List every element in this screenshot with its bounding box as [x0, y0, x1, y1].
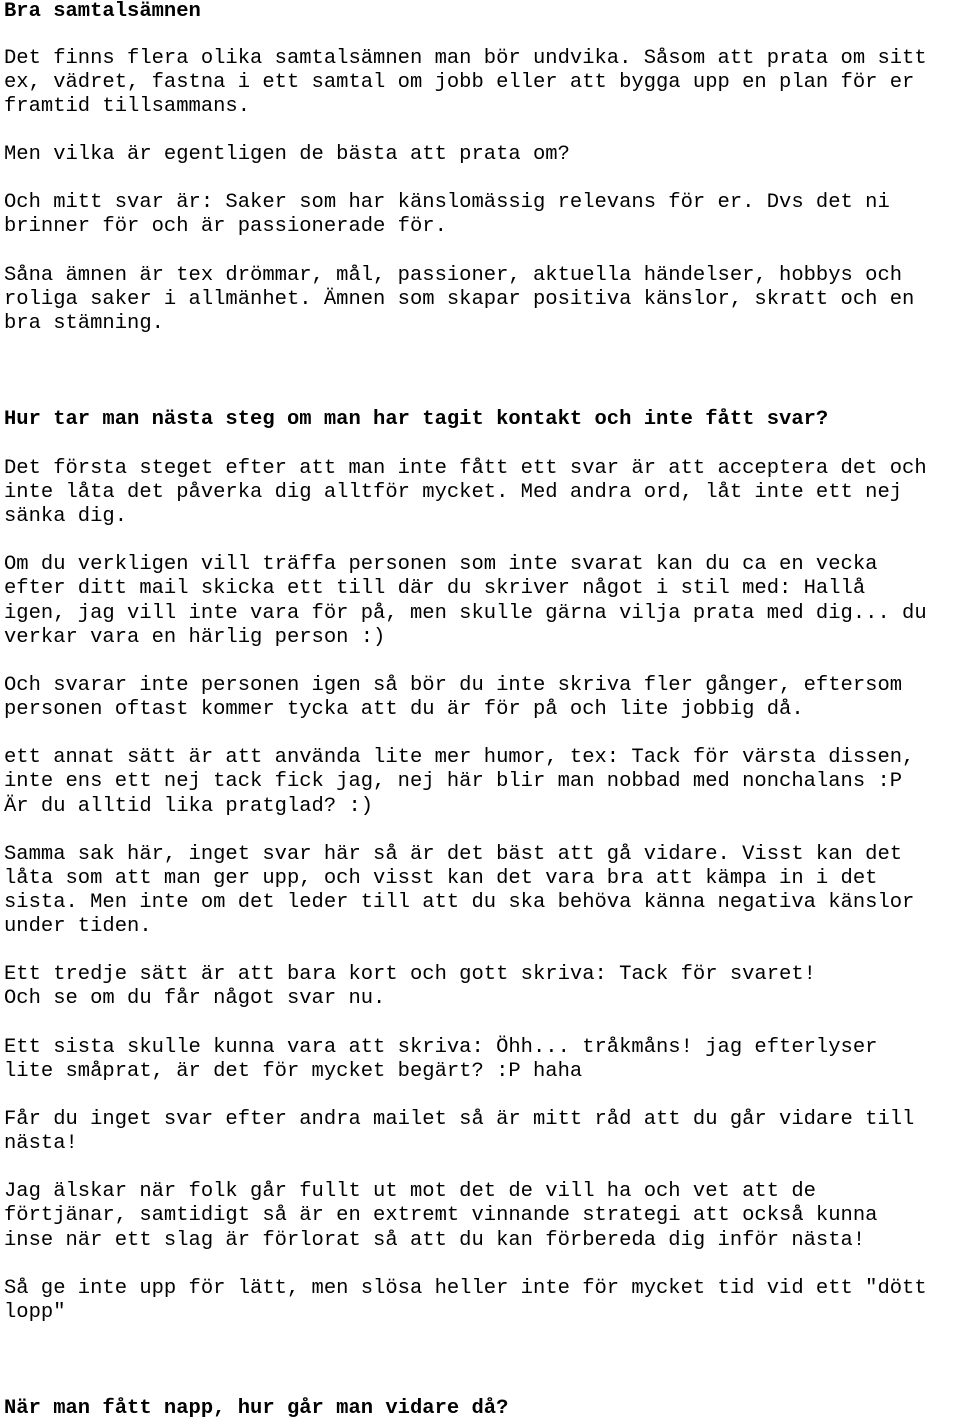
paragraph-line: Jag älskar när folk går fullt ut mot det de vill ha och vet att de	[4, 1180, 816, 1203]
paragraph-line: brinner för och är passionerade för.	[4, 215, 447, 238]
paragraph-line: Det första steget efter att man inte fått ett svar är att acceptera det och	[4, 457, 927, 480]
paragraph-line: Och svarar inte personen igen så bör du inte skriva fler gånger, eftersom	[4, 674, 903, 697]
heading-bra-samtalsamnen: Bra samtalsämnen	[4, 0, 201, 23]
paragraph-line: igen, jag vill inte vara för på, men skulle gärna vilja prata med dig... du	[4, 602, 927, 625]
paragraph-line: roliga saker i allmänhet. Ämnen som skapar positiva känslor, skratt och en	[4, 288, 915, 311]
paragraph-line: inte låta det påverka dig alltför mycket. Med andra ord, låt inte ett nej	[4, 481, 903, 504]
paragraph-line: förtjänar, samtidigt så är en extremt vinnande strategi att också kunna	[4, 1204, 878, 1227]
paragraph-line: ett annat sätt är att använda lite mer humor, tex: Tack för värsta dissen,	[4, 746, 915, 769]
paragraph-line: verkar vara en härlig person :)	[4, 626, 386, 649]
paragraph-line: personen oftast kommer tycka att du är för på och lite jobbig då.	[4, 698, 804, 721]
heading-nar-man-fatt-napp: När man fått napp, hur går man vidare då?	[4, 1397, 509, 1420]
paragraph-line: framtid tillsammans.	[4, 95, 251, 118]
paragraph-line: inse när ett slag är förlorat så att du kan förbereda dig inför nästa!	[4, 1229, 866, 1252]
paragraph-line: Så ge inte upp för lätt, men slösa heller inte för mycket tid vid ett "dött	[4, 1277, 927, 1300]
paragraph-line: lopp"	[4, 1301, 66, 1324]
paragraph-line: efter ditt mail skicka ett till där du skriver något i stil med: Hallå	[4, 577, 866, 600]
paragraph-line: nästa!	[4, 1132, 78, 1155]
paragraph-line: Är du alltid lika pratglad? :)	[4, 795, 374, 818]
paragraph-line: Och mitt svar är: Saker som har känslomässig relevans för er. Dvs det ni	[4, 191, 890, 214]
paragraph-line: Men vilka är egentligen de bästa att prata om?	[4, 143, 570, 166]
paragraph-line: Ett tredje sätt är att bara kort och gott skriva: Tack för svaret!	[4, 963, 816, 986]
paragraph-line: Såna ämnen är tex drömmar, mål, passioner, aktuella händelser, hobbys och	[4, 264, 903, 287]
paragraph-line: inte ens ett nej tack fick jag, nej här blir man nobbad med nonchalans :P	[4, 770, 903, 793]
paragraph-line: bra stämning.	[4, 312, 164, 335]
paragraph-line: lite småprat, är det för mycket begärt? :P haha	[4, 1060, 583, 1083]
paragraph-line: Om du verkligen vill träffa personen som inte svarat kan du ca en vecka	[4, 553, 878, 576]
paragraph-line: under tiden.	[4, 915, 152, 938]
paragraph-line: Och se om du får något svar nu.	[4, 987, 386, 1010]
heading-nasta-steg: Hur tar man nästa steg om man har tagit kontakt och inte fått svar?	[4, 408, 829, 431]
paragraph-line: Det finns flera olika samtalsämnen man bör undvika. Såsom att prata om sitt	[4, 47, 927, 70]
paragraph-line: sänka dig.	[4, 505, 128, 528]
paragraph-line: Får du inget svar efter andra mailet så är mitt råd att du går vidare till	[4, 1108, 915, 1131]
paragraph-line: sista. Men inte om det leder till att du ska behöva känna negativa känslor	[4, 891, 915, 914]
paragraph-line: Samma sak här, inget svar här så är det bäst att gå vidare. Visst kan det	[4, 843, 903, 866]
paragraph-line: Ett sista skulle kunna vara att skriva: Öhh... tråkmåns! jag efterlyser	[4, 1036, 878, 1059]
paragraph-line: ex, vädret, fastna i ett samtal om jobb eller att bygga upp en plan för er	[4, 71, 915, 94]
paragraph-line: låta som att man ger upp, och visst kan det vara bra att kämpa in i det	[4, 867, 878, 890]
